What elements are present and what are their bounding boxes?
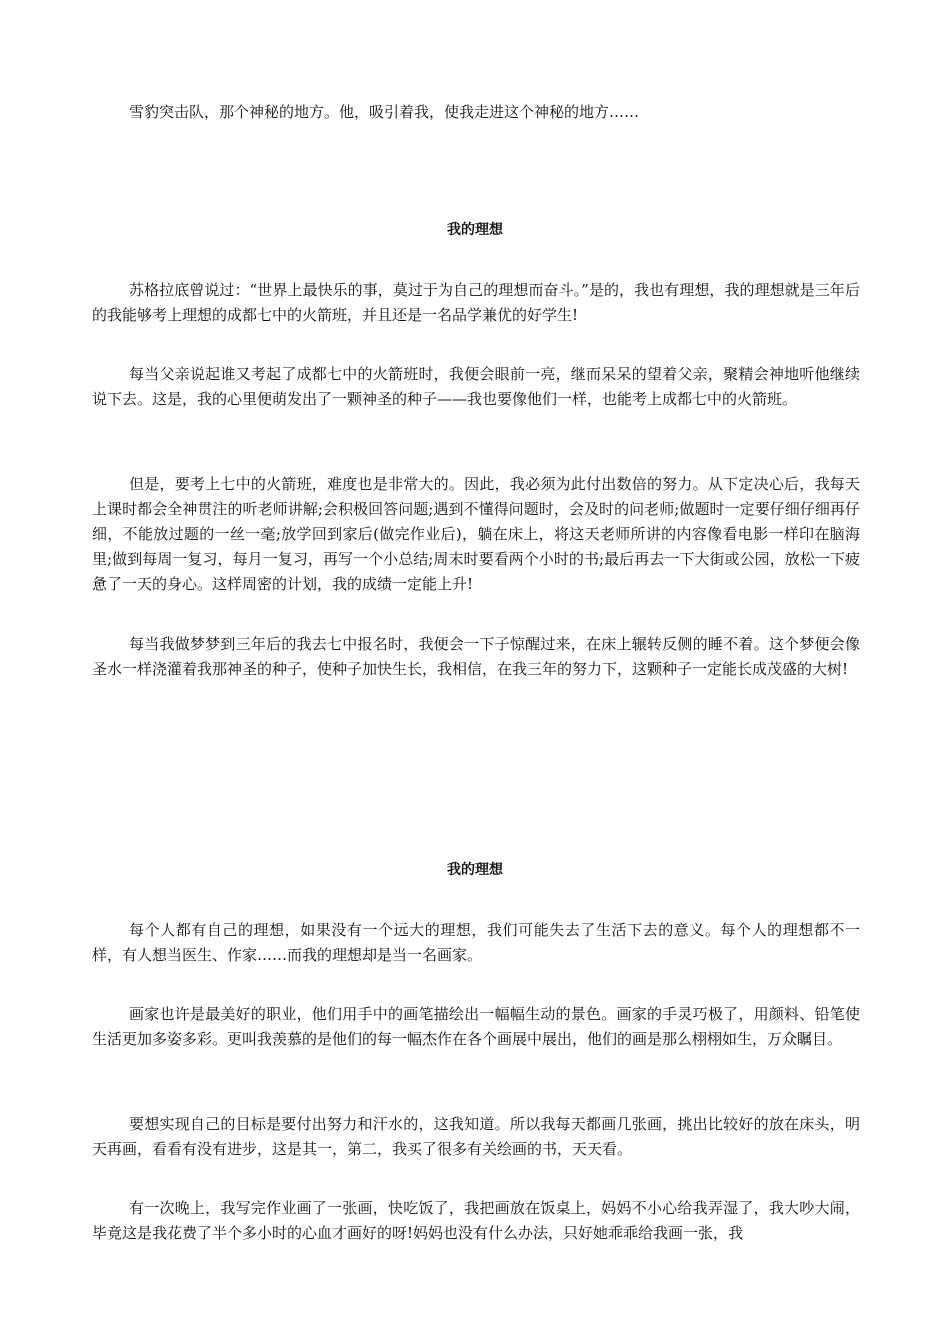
essay2-paragraph-1: 每个人都有自己的理想，如果没有一个远大的理想，我们可能失去了生活下去的意义。每个人的理想都不一样，有人想当医生、作家……而我的理想却是当一名画家。 — [92, 921, 860, 964]
essay1-paragraph-1: 苏格拉底曾说过：“世界上最快乐的事，莫过于为自己的理想而奋斗。”是的，我也有理想，我的理想就是三年后的我能够考上理想的成都七中的火箭班，并且还是一名品学兼优的好学生! — [92, 281, 860, 324]
essay2-paragraph-2: 画家也许是最美好的职业，他们用手中的画笔描绘出一幅幅生动的景色。画家的手灵巧极了，用颜料、铅笔使生活更加多姿多彩。更叫我羡慕的是他们的每一幅杰作在各个画展中展出，他们的画是那么栩栩如生，万众瞩目。 — [92, 1005, 860, 1048]
essay2-paragraph-4: 有一次晚上，我写完作业画了一张画，快吃饭了，我把画放在饭桌上，妈妈不小心给我弄湿了，我大吵大闹，毕竟这是我花费了半个多小时的心血才画好的呀!妈妈也没有什么办法，只好她乖乖给我画一张，我 — [92, 1199, 860, 1242]
essay1-paragraph-2: 每当父亲说起谁又考起了成都七中的火箭班时，我便会眼前一亮，继而呆呆的望着父亲，聚精会神地听他继续说下去。这是，我的心里便萌发出了一颗神圣的种子——我也要像他们一样，也能考上成都七中的火箭班。 — [92, 365, 860, 408]
essay1-title: 我的理想 — [447, 222, 503, 238]
essay1-paragraph-3: 但是，要考上七中的火箭班，难度也是非常大的。因此，我必须为此付出数倍的努力。从下定决心后，我每天上课时都会全神贯注的听老师讲解;会积极回答问题;遇到不懂得问题时，会及时的问老师;做题时一定要仔细仔细再仔细，不能放过题的一丝一毫;放学回到家后(做完作业后)，躺在床上，将这天老师所讲的内容像看电影一样印在脑海里;做到每周一复习，每月一复习，再写一个小总结;周末时要看两个小时的书;最后再去一下大街或公园，放松一下疲惫了一天的身心。这样周密的计划，我的成绩一定能上升! — [92, 475, 860, 593]
essay2-paragraph-3: 要想实现自己的目标是要付出努力和汗水的，这我知道。所以我每天都画几张画，挑出比较好的放在床头，明天再画，看看有没有进步，这是其一，第二，我买了很多有关绘画的书，天天看。 — [92, 1115, 860, 1158]
essay2-title: 我的理想 — [447, 862, 503, 878]
essay1-paragraph-4: 每当我做梦梦到三年后的我去七中报名时，我便会一下子惊醒过来，在床上辗转反侧的睡不着。这个梦便会像圣水一样浇灌着我那神圣的种子，使种子加快生长，我相信，在我三年的努力下，这颗种子一定能长成茂盛的大树! — [92, 635, 860, 678]
intro-paragraph: 雪豹突击队，那个神秘的地方。他，吸引着我，使我走进这个神秘的地方…… — [129, 103, 640, 121]
